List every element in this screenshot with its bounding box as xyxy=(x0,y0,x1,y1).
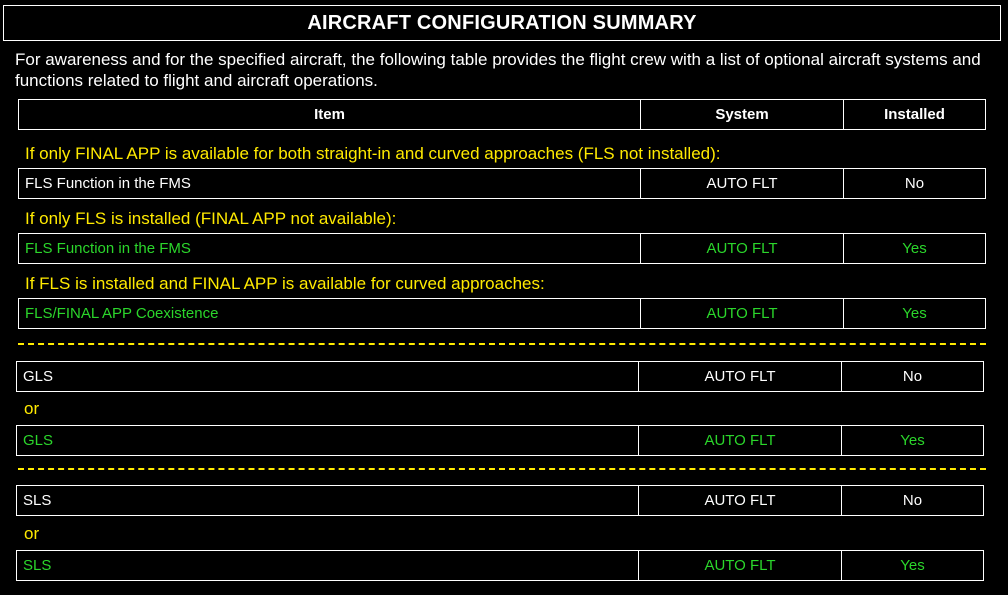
condition-heading-3: If FLS is installed and FINAL APP is available for curved approaches: xyxy=(25,274,545,293)
header-installed: Installed xyxy=(844,99,986,130)
section-divider xyxy=(18,468,986,470)
row-item: GLS xyxy=(16,425,639,456)
header-item: Item xyxy=(18,99,641,130)
row-item: SLS xyxy=(16,485,639,516)
row-system: AUTO FLT xyxy=(639,361,842,392)
table-row xyxy=(16,425,984,456)
row-installed: No xyxy=(842,361,984,392)
condition-heading-2: If only FLS is installed (FINAL APP not available): xyxy=(25,209,397,228)
row-system: AUTO FLT xyxy=(639,550,842,581)
page-title: AIRCRAFT CONFIGURATION SUMMARY xyxy=(3,5,1001,41)
row-installed: No xyxy=(844,168,986,199)
table-header xyxy=(18,99,986,130)
row-item: SLS xyxy=(16,550,639,581)
row-item: FLS/FINAL APP Coexistence xyxy=(18,298,641,329)
row-item: FLS Function in the FMS xyxy=(18,233,641,264)
row-installed: Yes xyxy=(842,550,984,581)
row-item: FLS Function in the FMS xyxy=(18,168,641,199)
or-label: or xyxy=(24,524,40,543)
row-installed: Yes xyxy=(844,233,986,264)
row-system: AUTO FLT xyxy=(639,425,842,456)
row-system: AUTO FLT xyxy=(639,485,842,516)
table-row xyxy=(16,361,984,392)
row-installed: No xyxy=(842,485,984,516)
table-row xyxy=(16,485,984,516)
row-item: GLS xyxy=(16,361,639,392)
row-installed: Yes xyxy=(844,298,986,329)
row-system: AUTO FLT xyxy=(641,298,844,329)
row-installed: Yes xyxy=(842,425,984,456)
table-row xyxy=(18,233,986,264)
row-system: AUTO FLT xyxy=(641,168,844,199)
condition-heading-1: If only FINAL APP is available for both straight-in and curved approaches (FLS not installed): xyxy=(25,144,721,163)
row-system: AUTO FLT xyxy=(641,233,844,264)
table-row xyxy=(16,550,984,581)
intro-text: For awareness and for the specified aircraft, the following table provides the flight crew with a list of optional aircraft systems and functions related to flight and aircraft operations. xyxy=(15,50,981,90)
table-row xyxy=(18,168,986,199)
header-system: System xyxy=(641,99,844,130)
section-divider xyxy=(18,343,986,345)
table-row xyxy=(18,298,986,329)
or-label: or xyxy=(24,399,40,418)
